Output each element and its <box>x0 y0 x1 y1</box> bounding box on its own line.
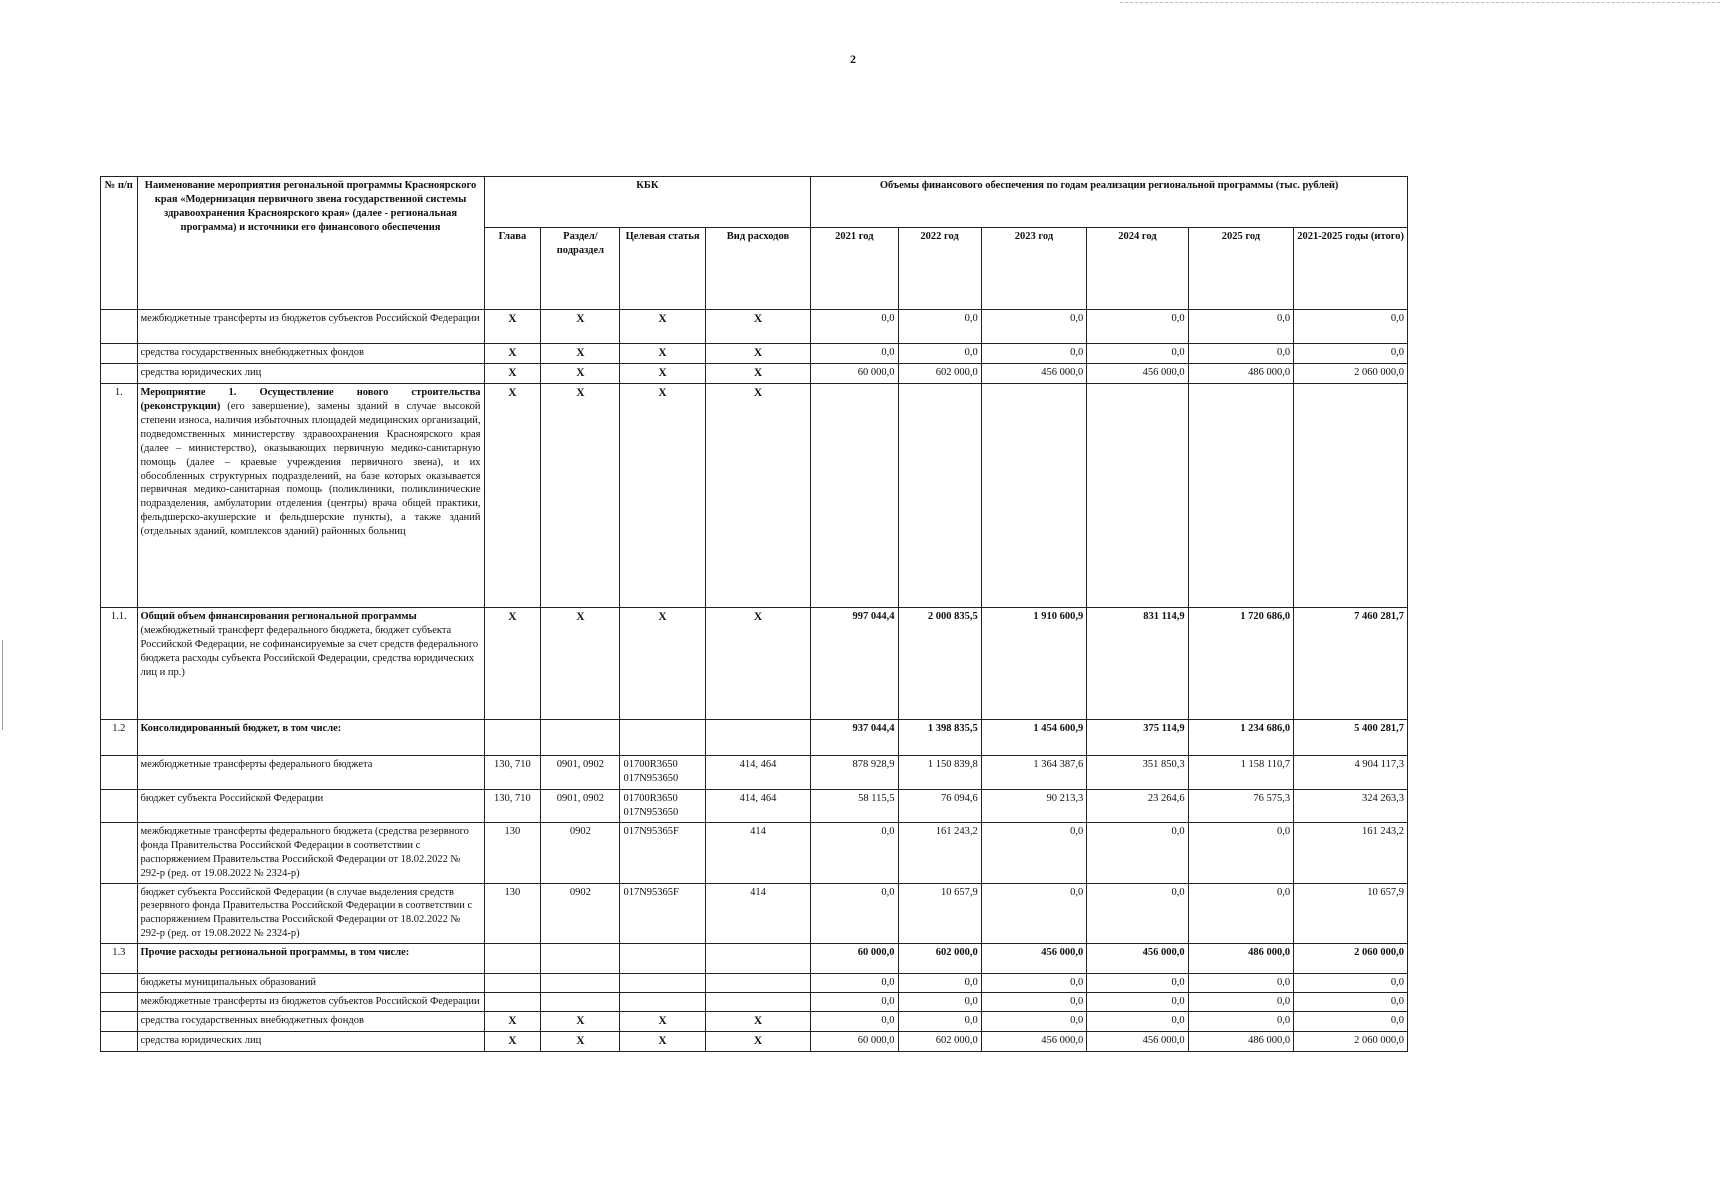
table-row <box>101 883 1408 943</box>
row-vid: Х <box>705 1011 811 1031</box>
row-value-total: 5 400 281,7 <box>1294 720 1408 756</box>
row-glava: Х <box>484 310 541 344</box>
row-vid: Х <box>705 364 811 384</box>
row-celevaya: Х <box>620 364 705 384</box>
row-value-2022: 0,0 <box>898 310 981 344</box>
row-value-2023: 456 000,0 <box>981 943 1087 973</box>
row-celevaya <box>620 943 705 973</box>
row-value-2025: 486 000,0 <box>1188 943 1294 973</box>
row-glava <box>484 943 541 973</box>
row-glava: Х <box>484 1031 541 1051</box>
row-vid: Х <box>705 384 811 608</box>
row-name: бюджеты муниципальных образований <box>137 973 484 992</box>
header-name: Наименование мероприятия регональной программы Красноярского края «Модернизация первичного звена государственной системы здравоохранения Красноярского края» (далее - региональная программа) и источники его финансового обеспечения <box>137 177 484 310</box>
row-num <box>101 310 138 344</box>
row-value-total: 0,0 <box>1294 992 1408 1011</box>
row-value-total: 0,0 <box>1294 1011 1408 1031</box>
row-value-2022: 2 000 835,5 <box>898 608 981 720</box>
row-value-2024: 0,0 <box>1087 883 1188 943</box>
row-vid: Х <box>705 1031 811 1051</box>
row-value-2025 <box>1188 384 1294 608</box>
row-celevaya: Х <box>620 310 705 344</box>
row-razdel: Х <box>541 1031 620 1051</box>
row-value-total: 7 460 281,7 <box>1294 608 1408 720</box>
row-value-total: 161 243,2 <box>1294 823 1408 883</box>
row-glava <box>484 720 541 756</box>
row-num <box>101 1031 138 1051</box>
row-value-2021: 997 044,4 <box>811 608 898 720</box>
row-vid: 414, 464 <box>705 756 811 790</box>
row-value-2025: 0,0 <box>1188 310 1294 344</box>
row-num <box>101 973 138 992</box>
row-razdel: 0902 <box>541 823 620 883</box>
row-vid <box>705 720 811 756</box>
row-celevaya: Х <box>620 1031 705 1051</box>
row-value-2022: 76 094,6 <box>898 790 981 823</box>
row-value-2024: 0,0 <box>1087 973 1188 992</box>
row-razdel: Х <box>541 608 620 720</box>
row-vid: 414 <box>705 823 811 883</box>
header-2022: 2022 год <box>898 228 981 310</box>
header-funding: Объемы финансового обеспечения по годам реализации региональной программы (тыс. рублей) <box>811 177 1408 228</box>
row-num <box>101 790 138 823</box>
row-name-rest: (межбюджетный трансферт федерального бюджета, бюджет субъекта Российской Федерации, не софинансируемые за счет средств федерального бюджета расходы субъекта Российской Федерации, средства юридических лиц и пр.) <box>140 625 479 678</box>
header-celevaya: Целевая статья <box>620 228 705 310</box>
row-name: средства юридических лиц <box>137 1031 484 1051</box>
row-value-2024: 0,0 <box>1087 310 1188 344</box>
header-total: 2021-2025 годы (итого) <box>1294 228 1408 310</box>
row-value-total: 2 060 000,0 <box>1294 364 1408 384</box>
row-value-2024: 351 850,3 <box>1087 756 1188 790</box>
row-razdel: 0901, 0902 <box>541 790 620 823</box>
table-row <box>101 364 1408 384</box>
row-value-2023: 1 364 387,6 <box>981 756 1087 790</box>
row-razdel: Х <box>541 344 620 364</box>
budget-table <box>100 176 1408 1052</box>
row-razdel: 0901, 0902 <box>541 756 620 790</box>
row-value-2025: 0,0 <box>1188 344 1294 364</box>
row-name: средства государственных внебюджетных фондов <box>137 344 484 364</box>
row-value-2025: 1 234 686,0 <box>1188 720 1294 756</box>
row-num: 1.1. <box>101 608 138 720</box>
row-value-2022: 0,0 <box>898 344 981 364</box>
row-celevaya: 017N95365F <box>620 823 705 883</box>
row-celevaya: Х <box>620 384 705 608</box>
row-value-2023: 1 454 600,9 <box>981 720 1087 756</box>
table-row <box>101 344 1408 364</box>
row-value-2024: 0,0 <box>1087 344 1188 364</box>
row-value-2024: 456 000,0 <box>1087 1031 1188 1051</box>
row-value-2021: 878 928,9 <box>811 756 898 790</box>
row-value-2024: 23 264,6 <box>1087 790 1188 823</box>
row-value-total: 324 263,3 <box>1294 790 1408 823</box>
row-value-total: 2 060 000,0 <box>1294 1031 1408 1051</box>
row-value-2022: 10 657,9 <box>898 883 981 943</box>
row-value-2022 <box>898 384 981 608</box>
row-value-2025: 1 158 110,7 <box>1188 756 1294 790</box>
header-row-1 <box>101 177 1408 228</box>
header-2021: 2021 год <box>811 228 898 310</box>
row-value-2024: 0,0 <box>1087 992 1188 1011</box>
header-razdel: Раздел/ подраздел <box>541 228 620 310</box>
row-glava <box>484 973 541 992</box>
row-glava: 130 <box>484 883 541 943</box>
header-glava: Глава <box>484 228 541 310</box>
row-celevaya: 01700R3650 017N953650 <box>620 756 705 790</box>
header-kbk: КБК <box>484 177 811 228</box>
row-name: средства юридических лиц <box>137 364 484 384</box>
row-glava <box>484 992 541 1011</box>
row-num <box>101 883 138 943</box>
row-celevaya: Х <box>620 1011 705 1031</box>
row-value-2023 <box>981 384 1087 608</box>
row-celevaya <box>620 992 705 1011</box>
table-row <box>101 823 1408 883</box>
header-2025: 2025 год <box>1188 228 1294 310</box>
row-value-2022: 602 000,0 <box>898 1031 981 1051</box>
row-value-2023: 0,0 <box>981 344 1087 364</box>
row-num <box>101 1011 138 1031</box>
table-row <box>101 720 1408 756</box>
row-value-2024: 0,0 <box>1087 823 1188 883</box>
row-value-2025: 1 720 686,0 <box>1188 608 1294 720</box>
header-2024: 2024 год <box>1087 228 1188 310</box>
row-glava: Х <box>484 344 541 364</box>
row-glava: 130 <box>484 823 541 883</box>
row-value-2025: 0,0 <box>1188 823 1294 883</box>
row-name: межбюджетные трансферты из бюджетов субъектов Российской Федерации <box>137 992 484 1011</box>
row-value-total <box>1294 384 1408 608</box>
row-razdel: Х <box>541 1011 620 1031</box>
row-value-2021: 937 044,4 <box>811 720 898 756</box>
row-value-2025: 0,0 <box>1188 883 1294 943</box>
row-glava: 130, 710 <box>484 790 541 823</box>
row-value-2022: 1 150 839,8 <box>898 756 981 790</box>
row-vid: 414, 464 <box>705 790 811 823</box>
row-value-2022: 161 243,2 <box>898 823 981 883</box>
row-value-2024: 456 000,0 <box>1087 943 1188 973</box>
row-value-2022: 1 398 835,5 <box>898 720 981 756</box>
row-value-total: 0,0 <box>1294 310 1408 344</box>
row-vid <box>705 992 811 1011</box>
row-value-2023: 0,0 <box>981 823 1087 883</box>
row-value-2024 <box>1087 384 1188 608</box>
row-razdel <box>541 720 620 756</box>
table-row <box>101 608 1408 720</box>
row-value-2023: 0,0 <box>981 973 1087 992</box>
row-razdel: 0902 <box>541 883 620 943</box>
row-value-total: 0,0 <box>1294 344 1408 364</box>
row-value-2022: 0,0 <box>898 1011 981 1031</box>
page-number: 2 <box>850 52 856 66</box>
table-row <box>101 384 1408 608</box>
row-value-2024: 456 000,0 <box>1087 364 1188 384</box>
row-num <box>101 344 138 364</box>
scan-artifact-left <box>2 640 3 730</box>
row-celevaya: Х <box>620 344 705 364</box>
row-razdel: Х <box>541 364 620 384</box>
row-num <box>101 992 138 1011</box>
row-glava: Х <box>484 384 541 608</box>
row-value-2023: 0,0 <box>981 1011 1087 1031</box>
row-value-2023: 456 000,0 <box>981 364 1087 384</box>
row-celevaya: 01700R3650 017N953650 <box>620 790 705 823</box>
row-name-rest: (его завершение), замены зданий в случае высокой степени износа, наличия избыточных площадей медицинских организаций, подведомственных министерству здравоохранения Красноярского края (далее – министерство), оказывающих первичную медико-санитарную помощь (далее – краевые учреждения первичного звена), и их обособленных структурных подразделений, на базе которых оказывается первичная медико-санитарная помощь (поликлиники, поликлинические подразделения, амбулатории отделения (центры) врача общей практики, фельдшерско-акушерские и фельдшерские пункты), а также зданий (отдельных зданий, комплексов зданий) районных больниц <box>140 401 481 537</box>
row-name <box>137 384 484 608</box>
row-glava: Х <box>484 608 541 720</box>
row-num <box>101 823 138 883</box>
row-value-2025: 486 000,0 <box>1188 1031 1294 1051</box>
row-value-2022: 0,0 <box>898 973 981 992</box>
row-num: 1.2 <box>101 720 138 756</box>
row-value-2022: 602 000,0 <box>898 943 981 973</box>
row-name: бюджет субъекта Российской Федерации (в случае выделения средств резервного фонда Правительства Российской Федерации в соответствии с распоряжением Правительства Российской Федерации от 18.02.2022 № 292-р (ред. от 19.08.2022 № 2324-р) <box>137 883 484 943</box>
row-name <box>137 608 484 720</box>
row-razdel <box>541 943 620 973</box>
row-value-total: 10 657,9 <box>1294 883 1408 943</box>
row-vid <box>705 973 811 992</box>
row-name: Консолидированный бюджет, в том числе: <box>137 720 484 756</box>
table-row <box>101 790 1408 823</box>
row-celevaya <box>620 720 705 756</box>
header-vid: Вид расходов <box>705 228 811 310</box>
table-row <box>101 973 1408 992</box>
row-value-total: 4 904 117,3 <box>1294 756 1408 790</box>
table-row <box>101 756 1408 790</box>
row-razdel: Х <box>541 384 620 608</box>
row-value-2025: 0,0 <box>1188 992 1294 1011</box>
row-name-bold: Мероприятие 1. Осуществление нового строительства (реконструкции) <box>140 387 481 413</box>
scan-artifact-top <box>1120 2 1720 4</box>
row-num: 1. <box>101 384 138 608</box>
row-celevaya <box>620 973 705 992</box>
row-value-2021: 0,0 <box>811 344 898 364</box>
row-glava: Х <box>484 1011 541 1031</box>
row-vid <box>705 943 811 973</box>
row-name: средства государственных внебюджетных фондов <box>137 1011 484 1031</box>
row-name-bold: Общий объем финансирования региональной программы <box>140 611 417 623</box>
row-glava: 130, 710 <box>484 756 541 790</box>
row-value-2022: 602 000,0 <box>898 364 981 384</box>
row-value-2021 <box>811 384 898 608</box>
row-value-2024: 375 114,9 <box>1087 720 1188 756</box>
header-2023: 2023 год <box>981 228 1087 310</box>
row-value-total: 2 060 000,0 <box>1294 943 1408 973</box>
row-value-2022: 0,0 <box>898 992 981 1011</box>
row-value-total: 0,0 <box>1294 973 1408 992</box>
row-vid: 414 <box>705 883 811 943</box>
row-vid: Х <box>705 608 811 720</box>
row-celevaya: Х <box>620 608 705 720</box>
table-row <box>101 1011 1408 1031</box>
row-celevaya: 017N95365F <box>620 883 705 943</box>
row-value-2021: 60 000,0 <box>811 364 898 384</box>
row-razdel <box>541 973 620 992</box>
row-name: Прочие расходы региональной программы, в том числе: <box>137 943 484 973</box>
row-value-2025: 0,0 <box>1188 973 1294 992</box>
row-value-2023: 456 000,0 <box>981 1031 1087 1051</box>
row-name: бюджет субъекта Российской Федерации <box>137 790 484 823</box>
row-vid: Х <box>705 310 811 344</box>
row-razdel <box>541 992 620 1011</box>
row-name: межбюджетные трансферты федерального бюджета <box>137 756 484 790</box>
row-value-2025: 0,0 <box>1188 1011 1294 1031</box>
row-value-2023: 0,0 <box>981 992 1087 1011</box>
row-razdel: Х <box>541 310 620 344</box>
table-row <box>101 943 1408 973</box>
row-value-2021: 0,0 <box>811 992 898 1011</box>
row-num <box>101 364 138 384</box>
row-value-2021: 0,0 <box>811 823 898 883</box>
row-name: межбюджетные трансферты из бюджетов субъектов Российской Федерации <box>137 310 484 344</box>
row-value-2021: 0,0 <box>811 1011 898 1031</box>
row-value-2023: 0,0 <box>981 310 1087 344</box>
row-value-2023: 1 910 600,9 <box>981 608 1087 720</box>
row-value-2021: 60 000,0 <box>811 943 898 973</box>
row-name: межбюджетные трансферты федерального бюджета (средства резервного фонда Правительства Российской Федерации в соответствии с распоряжением Правительства Российской Федерации от 18.02.2022 № 292-р (ред. от 19.08.2022 № 2324-р) <box>137 823 484 883</box>
row-value-2021: 0,0 <box>811 973 898 992</box>
header-num: № п/п <box>101 177 138 310</box>
row-value-2024: 831 114,9 <box>1087 608 1188 720</box>
table-row <box>101 1031 1408 1051</box>
row-num: 1.3 <box>101 943 138 973</box>
row-value-2023: 0,0 <box>981 883 1087 943</box>
row-vid: Х <box>705 344 811 364</box>
row-value-2024: 0,0 <box>1087 1011 1188 1031</box>
row-value-2021: 0,0 <box>811 310 898 344</box>
row-num <box>101 756 138 790</box>
table-row <box>101 992 1408 1011</box>
row-value-2021: 0,0 <box>811 883 898 943</box>
row-value-2021: 60 000,0 <box>811 1031 898 1051</box>
table-row <box>101 310 1408 344</box>
row-glava: Х <box>484 364 541 384</box>
row-value-2021: 58 115,5 <box>811 790 898 823</box>
row-value-2025: 486 000,0 <box>1188 364 1294 384</box>
row-value-2023: 90 213,3 <box>981 790 1087 823</box>
row-value-2025: 76 575,3 <box>1188 790 1294 823</box>
